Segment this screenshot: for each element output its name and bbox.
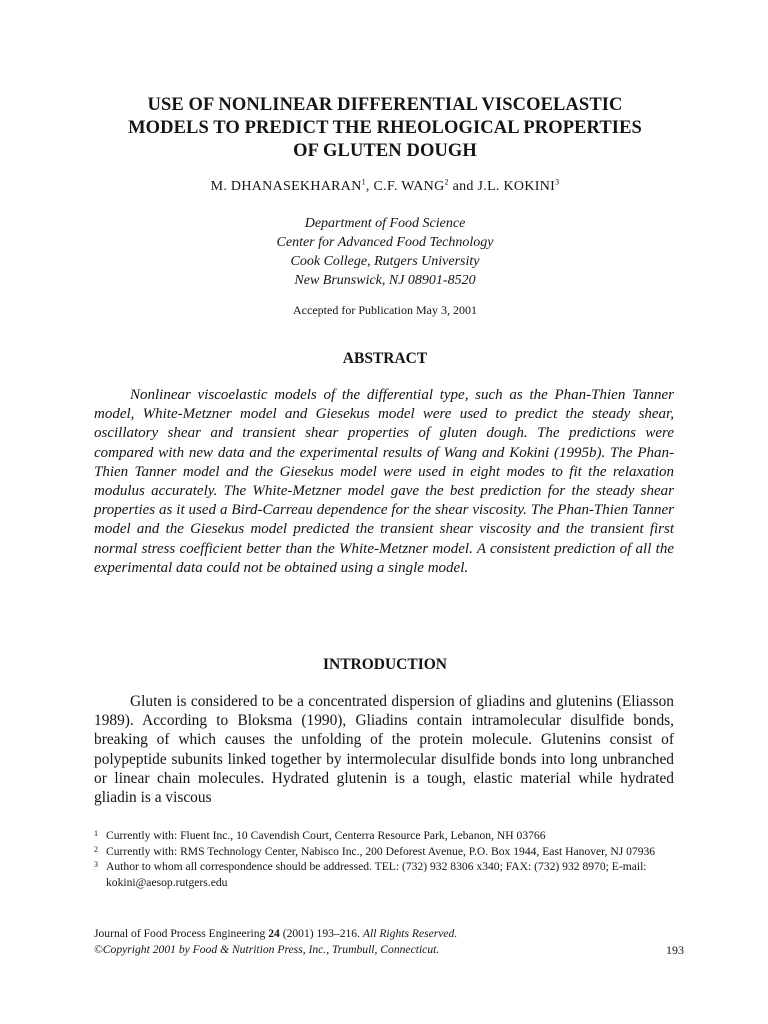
footnote-2-text: Currently with: RMS Technology Center, Nabisco Inc., 200 Deforest Avenue, P.O. Box 1944, East Hanover, NJ 07936: [106, 844, 656, 858]
title-line-3: OF GLUTEN DOUGH: [293, 141, 477, 161]
affiliation-line-2: Center for Advanced Food Technology: [276, 235, 494, 250]
accepted-date: Accepted for Publication May 3, 2001: [293, 303, 477, 317]
journal-citation-line: [94, 926, 684, 942]
journal-name: Journal of Food Process Engineering: [94, 927, 266, 940]
footnotes: [94, 828, 684, 890]
title-line-2: MODELS TO PREDICT THE RHEOLOGICAL PROPERTIES: [128, 118, 642, 138]
author-list: [90, 178, 680, 196]
author-2-footnote-mark: 2: [444, 177, 449, 187]
author-2: C.F. WANG: [373, 179, 445, 194]
journal-rights: All Rights Reserved.: [362, 927, 458, 940]
copyright-notice: ©Copyright 2001 by Food & Nutrition Press, Inc., Trumbull, Connecticut.: [94, 943, 440, 956]
footnote-1: [94, 828, 684, 844]
author-separator-and: and: [448, 179, 478, 194]
journal-pages: (2001) 193–216.: [282, 927, 361, 940]
footnote-1-text: Currently with: Fluent Inc., 10 Cavendish Court, Centerra Resource Park, Lebanon, NH 03766: [106, 829, 546, 842]
author-3: J.L. KOKINI: [477, 179, 556, 194]
page-number: 193: [666, 943, 684, 957]
affiliation-line-4: New Brunswick, NJ 08901-8520: [294, 273, 476, 288]
journal-info: [94, 926, 684, 958]
footnote-3: [94, 859, 684, 890]
author-1-footnote-mark: 1: [361, 177, 366, 187]
affiliation-line-3: Cook College, Rutgers University: [290, 254, 480, 269]
introduction-text: Gluten is considered to be a concentrated dispersion of gliadins and glutenins (Eliasson 1989). According to Bloksma (1990), Gliadins contain intramolecular disulfide bonds, breaking of which causes the unfolding of the protein molecule. Glutenins consist of polypeptide subunits linked together by intermolecular disulfide bonds into long unbranched or linear chain molecules. Hydrated glutenin is a tough, elastic material while hydrated gliadin is a viscous: [94, 693, 674, 807]
affiliation-line-1: Department of Food Science: [304, 216, 466, 231]
author-1: M. DHANASEKHARAN: [210, 179, 362, 194]
title-line-1: USE OF NONLINEAR DIFFERENTIAL VISCOELASTIC: [147, 95, 623, 115]
footnote-3-text: Author to whom all correspondence should be addressed. TEL: (732) 932 8306 x340; FAX: (732) 932 8970; E-mail: kokini@aesop.rutgers.edu: [106, 860, 647, 889]
author-separator: ,: [365, 179, 374, 194]
abstract-text: Nonlinear viscoelastic models of the differential type, such as the Phan-Thien Tanner model, White-Metzner model and Giesekus model were used to predict the steady shear, oscillatory shear and transient shear properties of gluten dough. The predictions were compared with new data and the experimental results of Wang and Kokini (1995b). The Phan-Thien Tanner model and the Giesekus model were used in eight modes to fit the relaxation modulus accurately. The White-Metzner model gave the best prediction for the steady shear properties as it used a Bird-Carreau dependence for the shear viscosity. The Phan-Thien Tanner model and the Giesekus model predicted the transient shear viscosity and the transient first normal stress coefficient better than the White-Metzner model. A consistent prediction of all the experimental data could not be obtained using a single model.: [94, 387, 674, 576]
footnote-1-mark: 1: [94, 829, 98, 838]
footnote-2-mark: 2: [94, 844, 98, 854]
affiliation: [90, 214, 680, 290]
author-3-footnote-mark: 3: [555, 177, 560, 187]
abstract-heading: ABSTRACT: [342, 350, 428, 367]
copyright-row: [94, 942, 684, 958]
footnote-3-mark: 3: [94, 860, 98, 870]
journal-volume: 24: [268, 927, 280, 940]
paper-title: [90, 94, 680, 163]
footnote-2: [94, 844, 684, 860]
introduction-heading: INTRODUCTION: [322, 656, 447, 673]
